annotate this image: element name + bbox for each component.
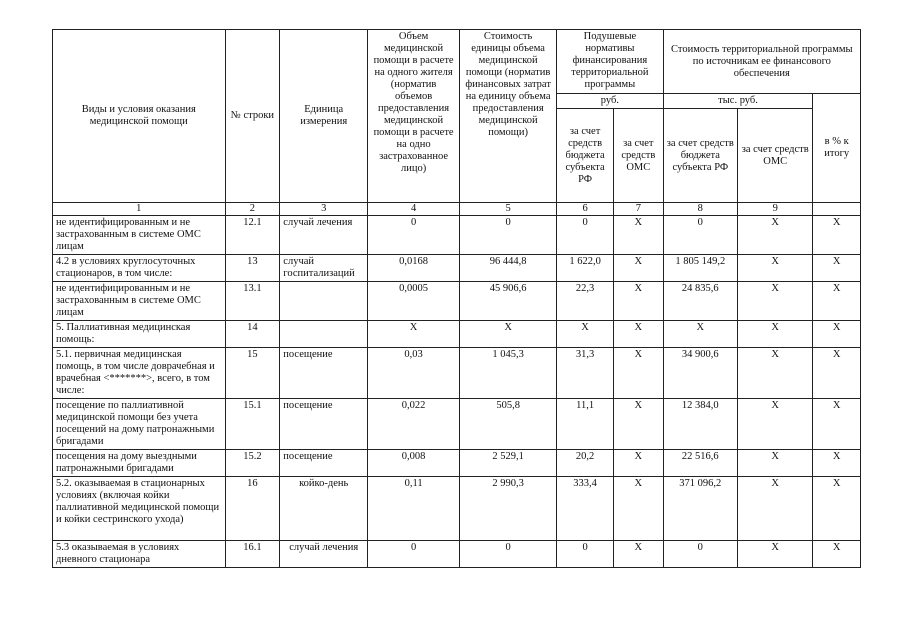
row-tp-budget: X bbox=[663, 321, 737, 348]
row-name: не идентифицированным и не застрахованным в системе ОМС лицам bbox=[53, 216, 226, 255]
header-territorial: Стоимость территориальной программы по источникам ее финансового обеспечения bbox=[663, 30, 860, 94]
row-percent: X bbox=[813, 399, 861, 450]
row-cost: 0 bbox=[460, 216, 557, 255]
column-number: 6 bbox=[557, 203, 614, 216]
row-percent: X bbox=[813, 541, 861, 568]
row-unit bbox=[280, 321, 368, 348]
row-tp-budget: 1 805 149,2 bbox=[663, 255, 737, 282]
row-pc-budget: 22,3 bbox=[557, 282, 614, 321]
table-row bbox=[53, 348, 861, 399]
row-volume: 0 bbox=[368, 216, 460, 255]
row-percent: X bbox=[813, 450, 861, 477]
row-tp-oms: X bbox=[738, 541, 813, 568]
row-tp-budget: 22 516,6 bbox=[663, 450, 737, 477]
row-pc-budget: 0 bbox=[557, 541, 614, 568]
table-row bbox=[53, 541, 861, 568]
row-percent: X bbox=[813, 348, 861, 399]
row-name: 5.3 оказываемая в условиях дневного стационара bbox=[53, 541, 226, 568]
table-row bbox=[53, 216, 861, 255]
row-percent: X bbox=[813, 477, 861, 541]
row-tp-budget: 12 384,0 bbox=[663, 399, 737, 450]
row-volume: X bbox=[368, 321, 460, 348]
row-cost: X bbox=[460, 321, 557, 348]
row-volume: 0,03 bbox=[368, 348, 460, 399]
column-number: 3 bbox=[280, 203, 368, 216]
row-cost: 505,8 bbox=[460, 399, 557, 450]
row-volume: 0,0168 bbox=[368, 255, 460, 282]
row-pc-budget: 0 bbox=[557, 216, 614, 255]
row-pc-oms: X bbox=[614, 477, 664, 541]
row-tp-oms: X bbox=[738, 282, 813, 321]
row-unit bbox=[280, 282, 368, 321]
row-unit: койко-день bbox=[280, 477, 368, 541]
row-pc-oms: X bbox=[614, 321, 664, 348]
row-number: 14 bbox=[225, 321, 280, 348]
row-unit: посещение bbox=[280, 348, 368, 399]
column-number bbox=[813, 203, 861, 216]
row-pc-budget: 333,4 bbox=[557, 477, 614, 541]
row-name: 5.1. первичная медицинская помощь, в том числе доврачебная и врачебная <*******>, всего, в том числе: bbox=[53, 348, 226, 399]
row-number: 13 bbox=[225, 255, 280, 282]
row-volume: 0,11 bbox=[368, 477, 460, 541]
row-number: 12.1 bbox=[225, 216, 280, 255]
row-number: 15.2 bbox=[225, 450, 280, 477]
column-number: 8 bbox=[663, 203, 737, 216]
header-percent: в % к итогу bbox=[813, 94, 861, 203]
column-numbers-row bbox=[53, 203, 861, 216]
row-tp-oms: X bbox=[738, 477, 813, 541]
row-pc-budget: 11,1 bbox=[557, 399, 614, 450]
row-unit: посещение bbox=[280, 450, 368, 477]
row-pc-oms: X bbox=[614, 399, 664, 450]
row-percent: X bbox=[813, 255, 861, 282]
row-tp-budget: 0 bbox=[663, 216, 737, 255]
row-volume: 0 bbox=[368, 541, 460, 568]
row-volume: 0,0005 bbox=[368, 282, 460, 321]
row-name: 4.2 в условиях круглосуточных стационаров, в том числе: bbox=[53, 255, 226, 282]
table-row bbox=[53, 255, 861, 282]
column-number: 9 bbox=[738, 203, 813, 216]
row-cost: 2 990,3 bbox=[460, 477, 557, 541]
row-unit: посещение bbox=[280, 399, 368, 450]
table-row bbox=[53, 282, 861, 321]
row-tp-oms: X bbox=[738, 450, 813, 477]
row-pc-oms: X bbox=[614, 255, 664, 282]
header-pc-oms: за счет средств ОМС bbox=[614, 109, 664, 203]
row-tp-budget: 0 bbox=[663, 541, 737, 568]
table-body bbox=[53, 216, 861, 568]
header-pc-budget: за счет средств бюджета субъекта РФ bbox=[557, 109, 614, 203]
header-per-capita: Подушевые нормативы финансирования территориальной программы bbox=[557, 30, 663, 94]
header-volume: Объем медицинской помощи в расчете на одного жителя (норматив объемов предоставления медицинской помощи в расчете на одно застрахованное лицо) bbox=[368, 30, 460, 203]
row-pc-oms: X bbox=[614, 216, 664, 255]
row-tp-budget: 24 835,6 bbox=[663, 282, 737, 321]
row-unit: случай госпитализаций bbox=[280, 255, 368, 282]
header-types: Виды и условия оказания медицинской помощи bbox=[53, 30, 226, 203]
row-percent: X bbox=[813, 216, 861, 255]
row-name: посещения на дому выездными патронажными бригадами bbox=[53, 450, 226, 477]
row-tp-oms: X bbox=[738, 216, 813, 255]
column-number: 2 bbox=[225, 203, 280, 216]
row-cost: 0 bbox=[460, 541, 557, 568]
row-number: 16 bbox=[225, 477, 280, 541]
column-number: 4 bbox=[368, 203, 460, 216]
row-pc-oms: X bbox=[614, 541, 664, 568]
column-number: 1 bbox=[53, 203, 226, 216]
row-pc-oms: X bbox=[614, 282, 664, 321]
finance-table bbox=[52, 29, 861, 568]
row-pc-budget: 31,3 bbox=[557, 348, 614, 399]
row-name: не идентифицированным и не застрахованным в системе ОМС лицам bbox=[53, 282, 226, 321]
row-name: 5.2. оказываемая в стационарных условиях (включая койки паллиативной медицинской помощи и койки сестринского ухода) bbox=[53, 477, 226, 541]
row-tp-oms: X bbox=[738, 321, 813, 348]
row-cost: 45 906,6 bbox=[460, 282, 557, 321]
row-name: 5. Паллиативная медицинская помощь: bbox=[53, 321, 226, 348]
row-pc-oms: X bbox=[614, 450, 664, 477]
header-tp-oms: за счет средств ОМС bbox=[738, 109, 813, 203]
row-cost: 2 529,1 bbox=[460, 450, 557, 477]
header-row-number: № строки bbox=[225, 30, 280, 203]
row-volume: 0,008 bbox=[368, 450, 460, 477]
row-cost: 1 045,3 bbox=[460, 348, 557, 399]
row-percent: X bbox=[813, 321, 861, 348]
row-unit: случай лечения bbox=[280, 541, 368, 568]
column-number: 5 bbox=[460, 203, 557, 216]
header-unit: Единица измерения bbox=[280, 30, 368, 203]
row-tp-oms: X bbox=[738, 348, 813, 399]
row-number: 16.1 bbox=[225, 541, 280, 568]
table-row bbox=[53, 321, 861, 348]
table-header bbox=[53, 30, 861, 216]
table-row bbox=[53, 450, 861, 477]
row-number: 15 bbox=[225, 348, 280, 399]
column-number: 7 bbox=[614, 203, 664, 216]
row-tp-oms: X bbox=[738, 255, 813, 282]
row-pc-oms: X bbox=[614, 348, 664, 399]
row-number: 15.1 bbox=[225, 399, 280, 450]
row-volume: 0,022 bbox=[368, 399, 460, 450]
row-unit: случай лечения bbox=[280, 216, 368, 255]
header-cost: Стоимость единицы объема медицинской помощи (норматив финансовых затрат на единицу объема предоставления медицинской помощи) bbox=[460, 30, 557, 203]
table-row bbox=[53, 399, 861, 450]
row-cost: 96 444,8 bbox=[460, 255, 557, 282]
row-tp-budget: 34 900,6 bbox=[663, 348, 737, 399]
row-pc-budget: 20,2 bbox=[557, 450, 614, 477]
row-number: 13.1 bbox=[225, 282, 280, 321]
row-tp-budget: 371 096,2 bbox=[663, 477, 737, 541]
row-name: посещение по паллиативной медицинской помощи без учета посещений на дому патронажными бригадами bbox=[53, 399, 226, 450]
header-tp-budget: за счет средств бюджета субъекта РФ bbox=[663, 109, 737, 203]
row-pc-budget: 1 622,0 bbox=[557, 255, 614, 282]
row-tp-oms: X bbox=[738, 399, 813, 450]
row-pc-budget: X bbox=[557, 321, 614, 348]
table-row bbox=[53, 477, 861, 541]
header-rub: руб. bbox=[557, 94, 663, 109]
header-thousand-rub: тыс. руб. bbox=[663, 94, 813, 109]
row-percent: X bbox=[813, 282, 861, 321]
